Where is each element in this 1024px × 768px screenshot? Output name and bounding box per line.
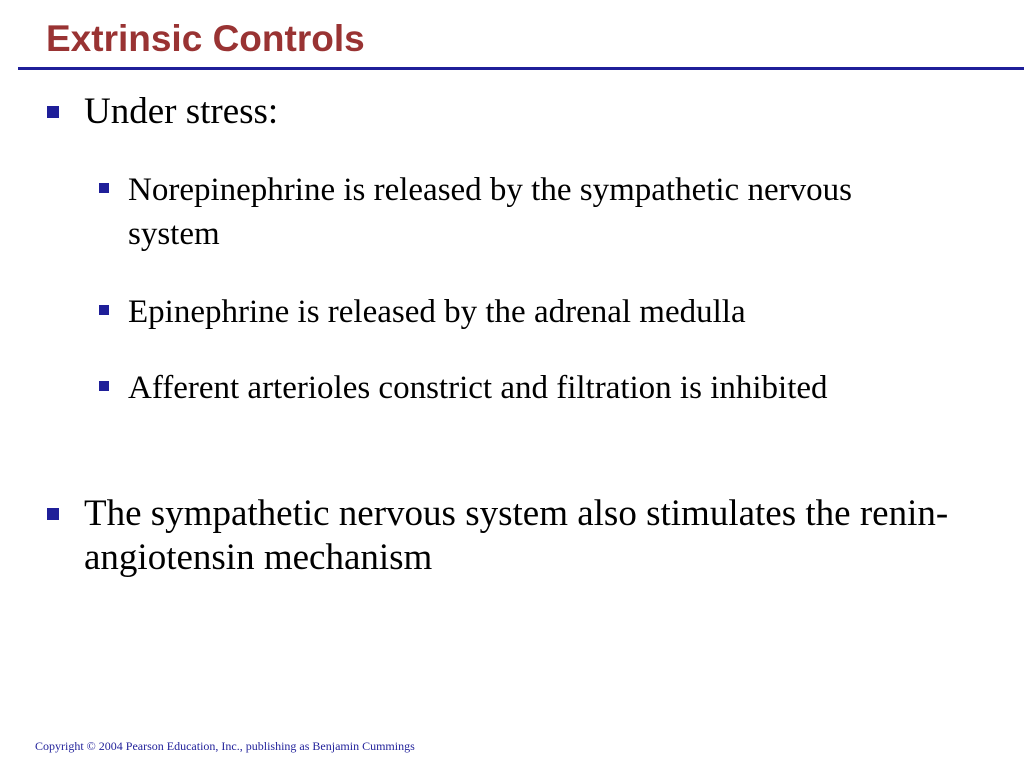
bullet-text: Under stress: (84, 91, 279, 132)
slide-title: Extrinsic Controls (46, 18, 365, 59)
square-bullet-icon (99, 305, 109, 315)
square-bullet-icon (47, 508, 59, 520)
sub-bullet-item (128, 290, 988, 334)
bullet-item (84, 492, 994, 580)
square-bullet-icon (99, 381, 109, 391)
bullet-item (84, 90, 984, 134)
sub-bullet-item (128, 366, 888, 410)
bullet-text: Epinephrine is released by the adrenal medulla (128, 294, 746, 330)
bullet-text: Norepinephrine is released by the sympathetic nervous system (128, 172, 852, 252)
bullet-text: The sympathetic nervous system also stimulates the renin-angiotensin mechanism (84, 493, 949, 578)
square-bullet-icon (99, 183, 109, 193)
copyright-footer: Copyright © 2004 Pearson Education, Inc., publishing as Benjamin Cummings (35, 739, 415, 753)
sub-bullet-item (128, 168, 908, 256)
square-bullet-icon (47, 106, 59, 118)
bullet-text: Afferent arterioles constrict and filtration is inhibited (128, 370, 828, 406)
